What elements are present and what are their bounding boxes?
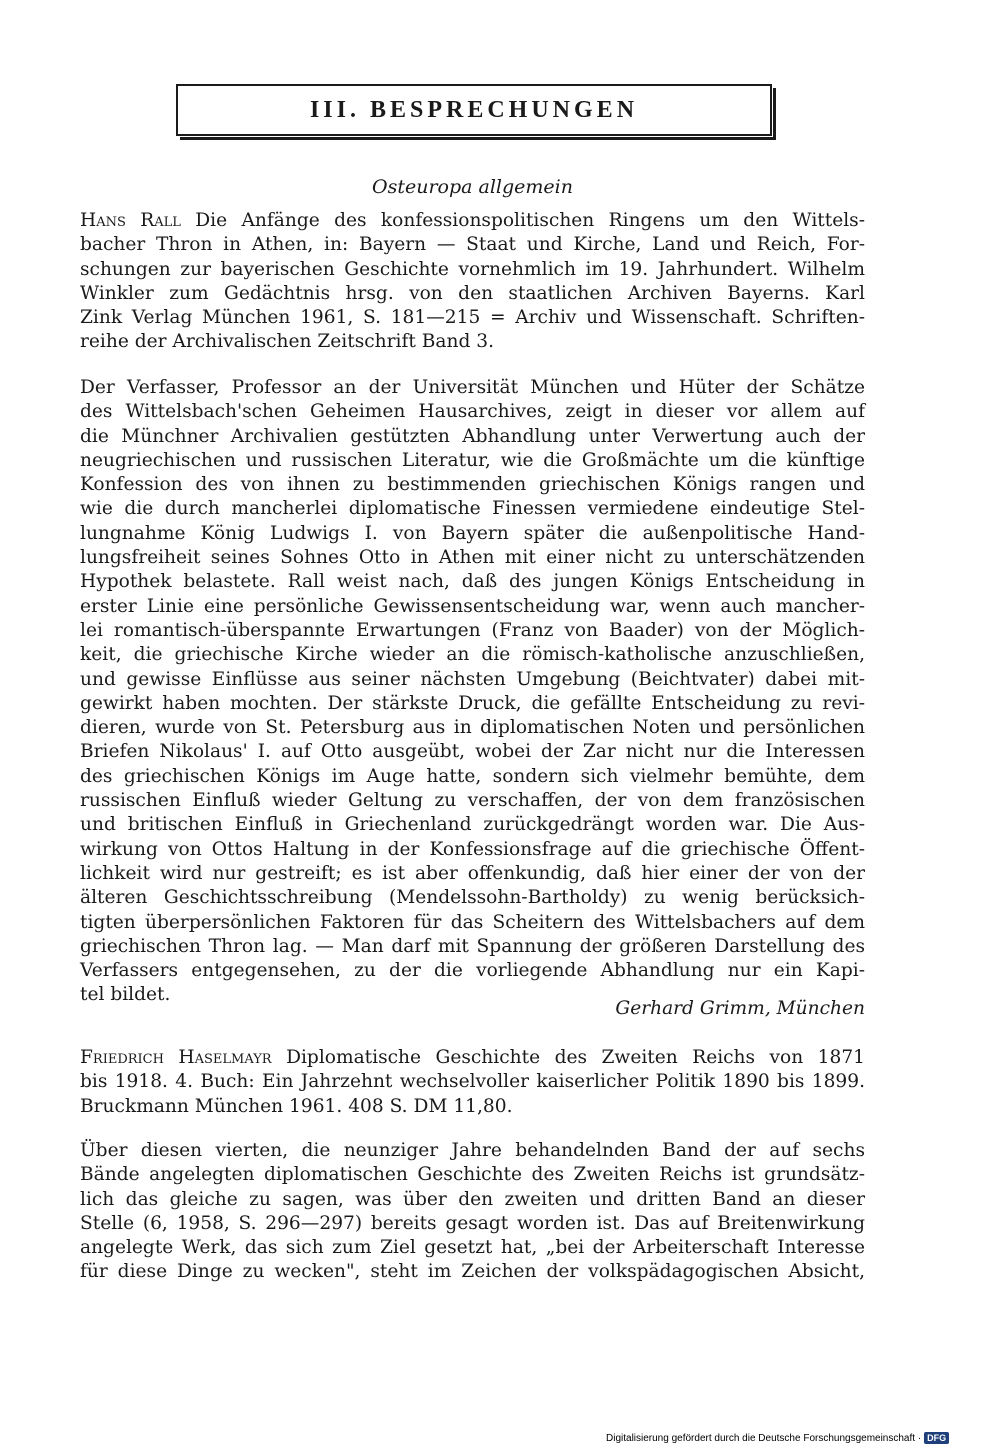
body-line: lei romantisch-überspannte Erwartungen (Franz von Baader) von der Möglich-	[80, 619, 865, 641]
digitization-footer	[606, 1432, 949, 1444]
body-line: Bände angelegten diplomatischen Geschichte des Zweiten Reichs ist grundsätz-	[80, 1164, 865, 1186]
body-line: Der Verfasser, Professor an der Universität München und Hüter der Schätze	[80, 377, 865, 398]
footer-text: Digitalisierung gefördert durch die Deutsche Forschungsgemeinschaft ·	[606, 1432, 922, 1444]
body-line: Über diesen vierten, die neunziger Jahre behandelnden Band der auf sechs	[80, 1140, 865, 1161]
review1-signature: Gerhard Grimm, München	[615, 998, 865, 1019]
body-line: des Wittelsbach'schen Geheimen Hausarchives, zeigt in dieser vor allem auf	[80, 401, 865, 423]
body-line: und gewisse Einflüsse aus seiner nächsten Umgebung (Beichtvater) dabei mit-	[80, 668, 865, 690]
body-line: lichkeit wird nur gestreift; es ist aber offenkundig, daß hier einer der von der	[80, 862, 865, 884]
body-line: des griechischen Königs im Auge hatte, sondern sich vielmehr bemühte, dem	[80, 765, 865, 787]
body-line: Stelle (6, 1958, S. 296—297) bereits gesagt worden ist. Das auf Breitenwirkung	[80, 1212, 865, 1234]
citation-author: Hans Rall	[80, 210, 181, 231]
citation-line: bacher Thron in Athen, in: Bayern — Staat und Kirche, Land und Reich, For-	[80, 234, 865, 256]
body-line: Hypothek belastete. Rall weist nach, daß des jungen Königs Entscheidung in	[80, 571, 865, 593]
body-line: erster Linie eine persönliche Gewissensentscheidung war, wenn auch mancher-	[80, 595, 865, 617]
body-line: lich das gleiche zu sagen, was über den zweiten und dritten Band an dieser	[80, 1188, 865, 1210]
citation-line: Zink Verlag München 1961, S. 181—215 = Archiv und Wissenschaft. Schriften-	[80, 307, 865, 329]
body-line: Briefen Nikolaus' I. auf Otto ausgeübt, wobei der Zar nicht nur die Interessen	[80, 741, 865, 763]
citation-line: schungen zur bayerischen Geschichte vornehmlich im 19. Jahrhundert. Wilhelm	[80, 258, 865, 280]
body-line: älteren Geschichtsschreibung (Mendelssohn-Bartholdy) zu wenig berücksich-	[80, 887, 865, 909]
review2-body	[80, 1139, 865, 1285]
body-line: lungnahme König Ludwigs I. von Bayern später die außenpolitische Hand-	[80, 522, 865, 544]
body-line: tel bildet.	[80, 984, 171, 1006]
review1-citation	[80, 209, 865, 355]
body-line: und britischen Einfluß in Griechenland zurückgedrängt worden war. Die Aus-	[80, 814, 865, 836]
body-line: wirkung von Ottos Haltung in der Konfessionsfrage auf die griechische Öffent-	[80, 838, 865, 860]
body-line: dieren, wurde von St. Petersburg aus in diplomatischen Noten und persönlichen	[80, 717, 865, 739]
body-line: griechischen Thron lag. — Man darf mit Spannung der größeren Darstellung des	[80, 935, 865, 957]
body-line: die Münchner Archivalien gestützten Abhandlung unter Verwertung auch der	[80, 425, 865, 447]
review1-body	[80, 376, 865, 1008]
section-header-title: III. BESPRECHUNGEN	[309, 96, 639, 123]
citation-line: Bruckmann München 1961. 408 S. DM 11,80.	[80, 1095, 513, 1117]
body-line: keit, die griechische Kirche wieder an die römisch-katholische anzuschließen,	[80, 644, 865, 666]
citation-line: reihe der Archivalischen Zeitschrift Band 3.	[80, 331, 495, 353]
body-line: Verfassers entgegensehen, zu der die vorliegende Abhandlung nur ein Kapi-	[80, 960, 865, 982]
body-line: tigten überpersönlichen Faktoren für das Scheitern des Wittelsbachers auf dem	[80, 911, 865, 933]
body-line: angelegte Werk, das sich zum Ziel gesetzt hat, „bei der Arbeiterschaft Interesse	[80, 1237, 865, 1259]
citation-author: Friedrich Haselmayr	[80, 1047, 272, 1068]
section-header-box	[176, 84, 772, 136]
body-line: gewirkt haben mochten. Der stärkste Druck, die gefällte Entscheidung zu revi-	[80, 692, 865, 714]
body-line: neugriechischen und russischen Literatur, wie die Großmächte um die künftige	[80, 449, 865, 471]
dfg-logo-icon: DFG	[924, 1432, 949, 1444]
body-line: wie die durch mancherlei diplomatische Finessen vermiedene eindeutige Stel-	[80, 498, 865, 520]
subsection-heading: Osteuropa allgemein	[372, 176, 573, 198]
body-line: Konfession des von ihnen zu bestimmenden griechischen Königs rangen und	[80, 474, 865, 496]
review2-citation	[80, 1046, 865, 1119]
citation-line: Winkler zum Gedächtnis hrsg. von den staatlichen Archiven Bayerns. Karl	[80, 282, 865, 304]
citation-line: Hans Rall Die Anfänge des konfessionspolitischen Ringens um den Wittels-	[80, 210, 865, 231]
body-line: lungsfreiheit seines Sohnes Otto in Athen mit einer nicht zu unterschätzenden	[80, 547, 865, 569]
citation-line: Friedrich Haselmayr Diplomatische Geschichte des Zweiten Reichs von 1871	[80, 1047, 866, 1068]
body-line: für diese Dinge zu wecken", steht im Zeichen der volkspädagogischen Absicht,	[80, 1261, 865, 1283]
citation-line: bis 1918. 4. Buch: Ein Jahrzehnt wechselvoller kaiserlicher Politik 1890 bis 1899.	[80, 1071, 865, 1093]
body-line: russischen Einfluß wieder Geltung zu verschaffen, der von dem französischen	[80, 790, 865, 812]
